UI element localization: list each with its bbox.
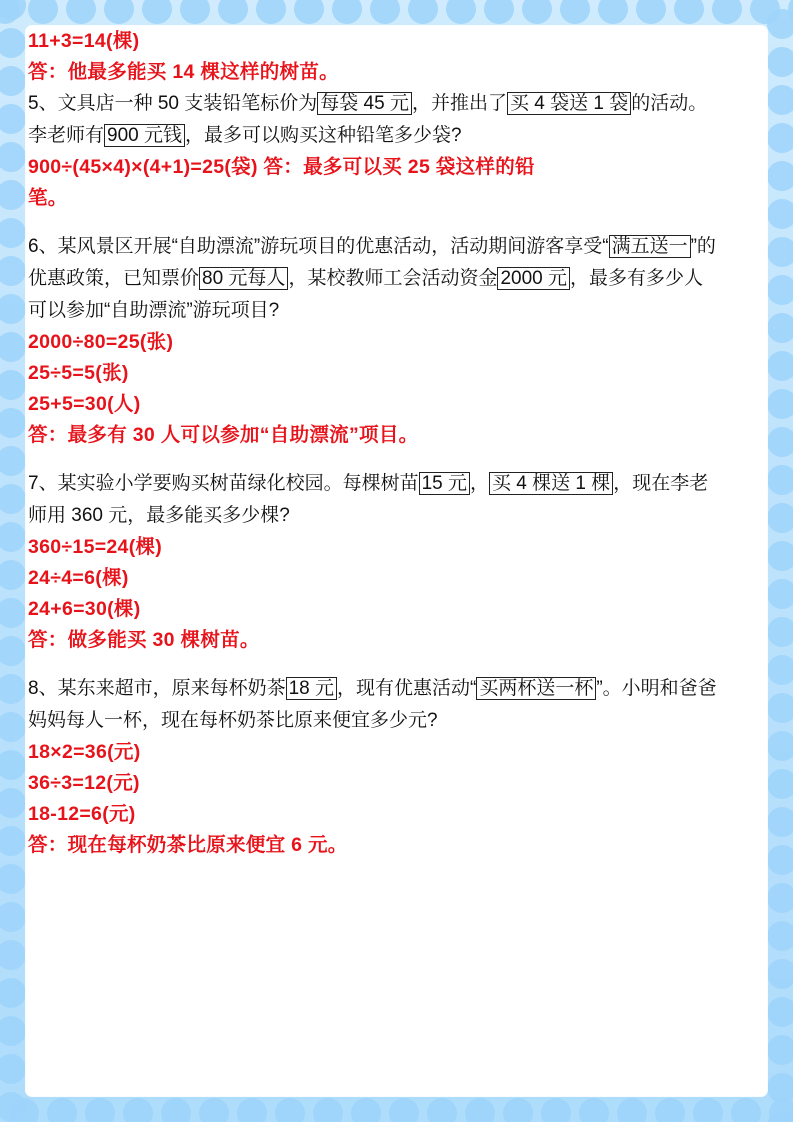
spacer — [28, 451, 718, 468]
answer-7-line3: 24+6=30(棵) — [28, 598, 141, 620]
problem-5: 5、文具店一种 50 支装铅笔标价为 每袋 45 元 ，并推出了 买 4 袋送 1 袋 的活动。李老师有 900 元钱 ，最多可以购买这种铅笔多少袋? — [28, 93, 708, 146]
answer-4-equation: 11+3=14(棵) — [28, 30, 140, 52]
bottom-wave-decoration — [0, 1092, 793, 1122]
boxed-value-money-900: 900 元钱 — [104, 124, 185, 147]
boxed-value-fund-2000: 2000 元 — [497, 267, 570, 290]
answer-8-line2: 36÷3=12(元) — [28, 772, 140, 794]
answer-7-conclusion: 答：做多能买 30 棵树苗。 — [28, 629, 260, 651]
problem-7: 7、某实验小学要购买树苗绿化校园。每棵树苗 15 元 ， 买 4 棵送 1 棵 ，现在李老师用 360 元，最多能买多少棵? — [28, 473, 709, 526]
boxed-value-buy4-get1-tree: 买 4 棵送 1 棵 — [489, 472, 613, 495]
answer-8-conclusion: 答：现在每杯奶茶比原来便宜 6 元。 — [28, 834, 348, 856]
boxed-value-milktea-18: 18 元 — [286, 677, 337, 700]
boxed-value-per-bag-price: 每袋 45 元 — [317, 92, 412, 115]
problem-6: 6、某风景区开展“自助漂流”游玩项目的优惠活动，活动期间游客享受“ 满五送一 ”的优惠政策，已知票价 80 元每人 ，某校教师工会活动资金 2000 元 ，最多有多少人可以参加“自助漂流”游玩项目? — [28, 236, 716, 321]
answer-6-line2: 25÷5=5(张) — [28, 362, 129, 384]
boxed-value-five-get-one: 满五送一 — [609, 235, 691, 258]
boxed-value-buy2-get1: 买两杯送一杯 — [476, 677, 596, 700]
answer-4-conclusion: 答：他最多能买 14 棵这样的树苗。 — [28, 61, 339, 83]
answer-6-line1: 2000÷80=25(张) — [28, 331, 174, 353]
problem-8: 8、某东来超市，原来每杯奶茶 18 元 ，现有优惠活动“ 买两杯送一杯 ”。小明和爸爸妈妈每人一杯，现在每杯奶茶比原来便宜多少元? — [28, 678, 717, 731]
answer-7-line1: 360÷15=24(棵) — [28, 536, 163, 558]
worksheet-content — [28, 26, 718, 861]
boxed-value-ticket-80: 80 元每人 — [199, 267, 288, 290]
boxed-value-sapling-15: 15 元 — [419, 472, 470, 495]
answer-6-conclusion: 答：最多有 30 人可以参加“自助漂流”项目。 — [28, 424, 419, 446]
spacer — [28, 656, 718, 673]
answer-8-line3: 18-12=6(元) — [28, 803, 136, 825]
answer-7-line2: 24÷4=6(棵) — [28, 567, 129, 589]
boxed-value-buy4-get1: 买 4 袋送 1 袋 — [507, 92, 631, 115]
answer-8-line1: 18×2=36(元) — [28, 741, 141, 763]
answer-5-line1: 900÷(45×4)×(4+1)=25(袋) 答：最多可以买 25 袋这样的铅 — [28, 156, 535, 178]
answer-6-line3: 25+5=30(人) — [28, 393, 141, 415]
spacer — [28, 214, 718, 231]
answer-5-line2: 笔。 — [28, 187, 68, 209]
